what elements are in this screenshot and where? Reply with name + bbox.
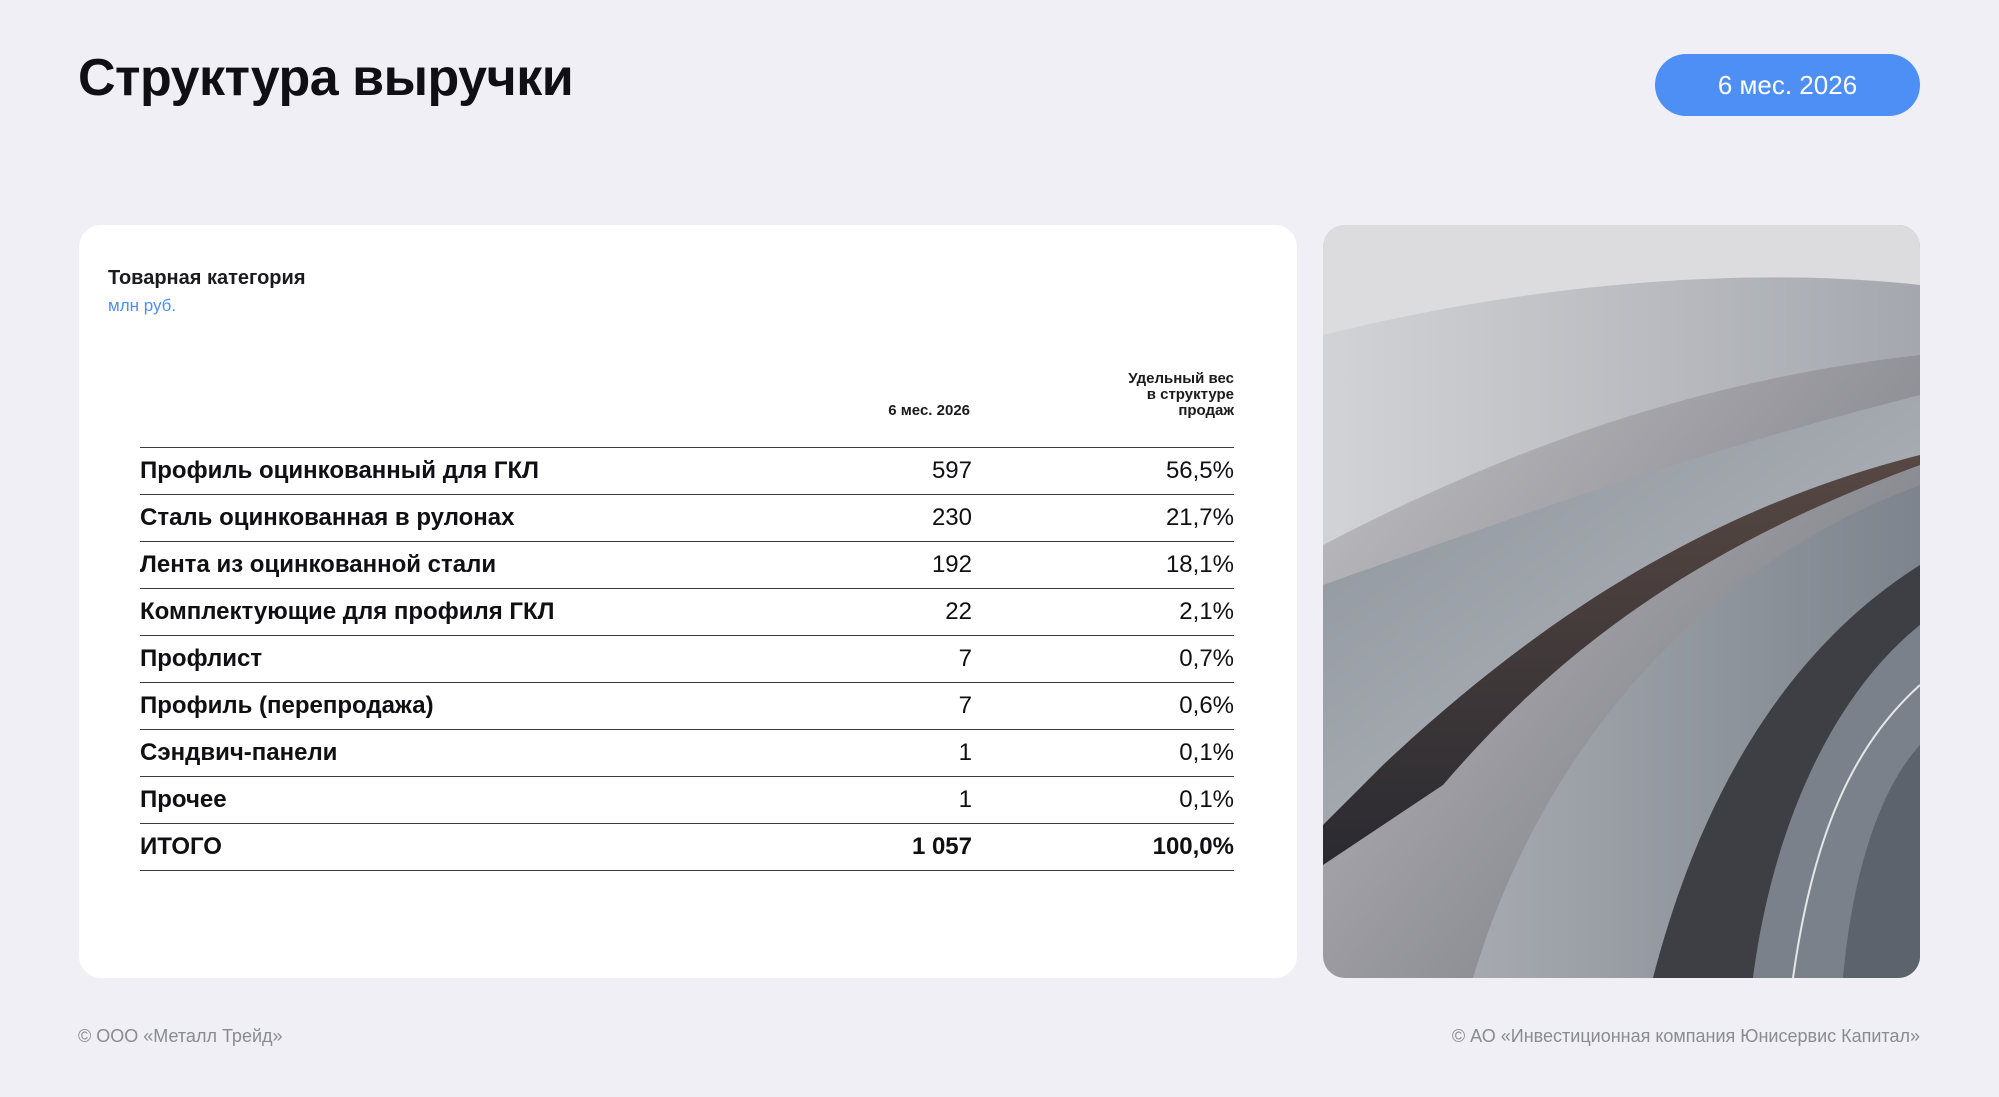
row-share: 0,1% <box>972 730 1234 777</box>
card-heading: Товарная категория <box>108 267 306 289</box>
column-header-share: Удельный вес в структуре продаж <box>1128 370 1234 419</box>
table-row <box>140 589 1234 636</box>
row-share: 2,1% <box>972 589 1234 636</box>
row-category: Профиль (перепродажа) <box>140 683 840 730</box>
row-category: Комплектующие для профиля ГКЛ <box>140 589 840 636</box>
table-row <box>140 448 1234 495</box>
row-value: 192 <box>840 542 972 589</box>
row-category: Сэндвич-панели <box>140 730 840 777</box>
row-category: Профиль оцинкованный для ГКЛ <box>140 448 840 495</box>
row-share: 0,7% <box>972 636 1234 683</box>
row-value: 1 <box>840 777 972 824</box>
column-header-period: 6 мес. 2026 <box>888 402 970 419</box>
table-total-row <box>140 824 1234 871</box>
row-share: 21,7% <box>972 495 1234 542</box>
steel-coil-photo <box>1323 225 1920 978</box>
row-share: 56,5% <box>972 448 1234 495</box>
row-category: Профлист <box>140 636 840 683</box>
total-label: ИТОГО <box>140 824 840 871</box>
table-row <box>140 542 1234 589</box>
row-value: 1 <box>840 730 972 777</box>
period-badge: 6 мес. 2026 <box>1655 54 1920 116</box>
row-share: 0,1% <box>972 777 1234 824</box>
page-title: Структура выручки <box>78 49 574 107</box>
row-value: 230 <box>840 495 972 542</box>
row-value: 597 <box>840 448 972 495</box>
table-row <box>140 777 1234 824</box>
row-category: Лента из оцинкованной стали <box>140 542 840 589</box>
revenue-table <box>140 371 1234 871</box>
table-row <box>140 683 1234 730</box>
card-unit: млн руб. <box>108 296 177 315</box>
row-value: 7 <box>840 683 972 730</box>
row-category: Сталь оцинкованная в рулонах <box>140 495 840 542</box>
revenue-structure-card <box>79 225 1297 978</box>
row-value: 22 <box>840 589 972 636</box>
table-row <box>140 730 1234 777</box>
column-header-category <box>140 371 840 448</box>
total-value: 1 057 <box>840 824 972 871</box>
table-row <box>140 495 1234 542</box>
row-value: 7 <box>840 636 972 683</box>
table-row <box>140 636 1234 683</box>
row-category: Прочее <box>140 777 840 824</box>
total-share: 100,0% <box>972 824 1234 871</box>
table-header-row <box>140 371 1234 448</box>
footer-copyright-right: © АО «Инвестиционная компания Юнисервис Капитал» <box>1451 1026 1920 1046</box>
row-share: 0,6% <box>972 683 1234 730</box>
footer-copyright-left: © ООО «Металл Трейд» <box>78 1026 283 1046</box>
row-share: 18,1% <box>972 542 1234 589</box>
